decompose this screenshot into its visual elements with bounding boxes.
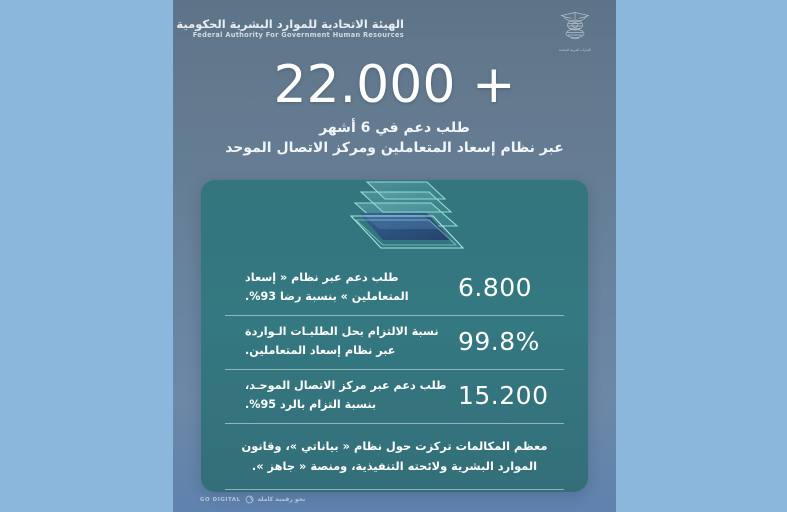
uae-emblem-caption: الإمارات العربية المتحدة	[559, 48, 591, 52]
authority-name-ar: الهيئة الاتحادية للموارد البشرية الحكومية	[176, 17, 404, 32]
fahr-brand-lockup	[173, 12, 404, 46]
stat-value: 6.800	[458, 273, 533, 302]
poster-footer	[173, 488, 616, 506]
stat-row	[225, 316, 564, 370]
go-digital-label-en: GO DIGITAL	[200, 496, 241, 503]
go-digital-swirl-icon	[245, 495, 254, 504]
card-note	[225, 424, 564, 490]
fahr-brand-text	[176, 18, 404, 40]
uae-federal-emblem-icon	[558, 10, 592, 52]
stat-row	[225, 262, 564, 316]
infographic-poster	[173, 0, 616, 512]
go-digital-lockup	[200, 495, 305, 504]
layered-glass-screens-icon	[315, 166, 475, 262]
poster-header	[173, 0, 616, 58]
stat-description: طلب دعم عبر نظام « إسعاد المتعاملين » بنسبة رضا 93%.	[245, 271, 409, 303]
hero-headline-number: 22.000 +	[273, 55, 516, 115]
stat-description: نسبة الالتزام بحل الطلبـات الـواردة عبر نظام إسعاد المتعاملين.	[245, 325, 439, 357]
hero-subtitle-line-2: عبر نظام إسعاد المتعاملين ومركز الاتصال الموحد	[225, 140, 564, 157]
hero-subtitle-line-1: طلب دعم في 6 أشهر	[319, 120, 470, 137]
hero-section	[173, 55, 616, 159]
stats-list	[225, 262, 564, 490]
go-digital-label-ar: نحو رقمنة كاملة	[257, 496, 306, 503]
stat-value: 99.8%	[458, 327, 540, 356]
card-note-text: معظم المكالمات تركزت حول نظام « بياناتي »، وقانون الموارد البشرية ولائحته التنفيذية، ومنصة « جاهز ».	[241, 439, 548, 473]
statistics-card	[201, 180, 588, 492]
authority-name-en: Federal Authority For Government Human Resources	[192, 31, 404, 40]
stat-row	[225, 370, 564, 424]
stat-description: طلب دعم عبر مركز الاتصال الموحـد، بنسبة التزام بالرد 95%.	[245, 379, 447, 411]
stat-value: 15.200	[458, 381, 549, 410]
